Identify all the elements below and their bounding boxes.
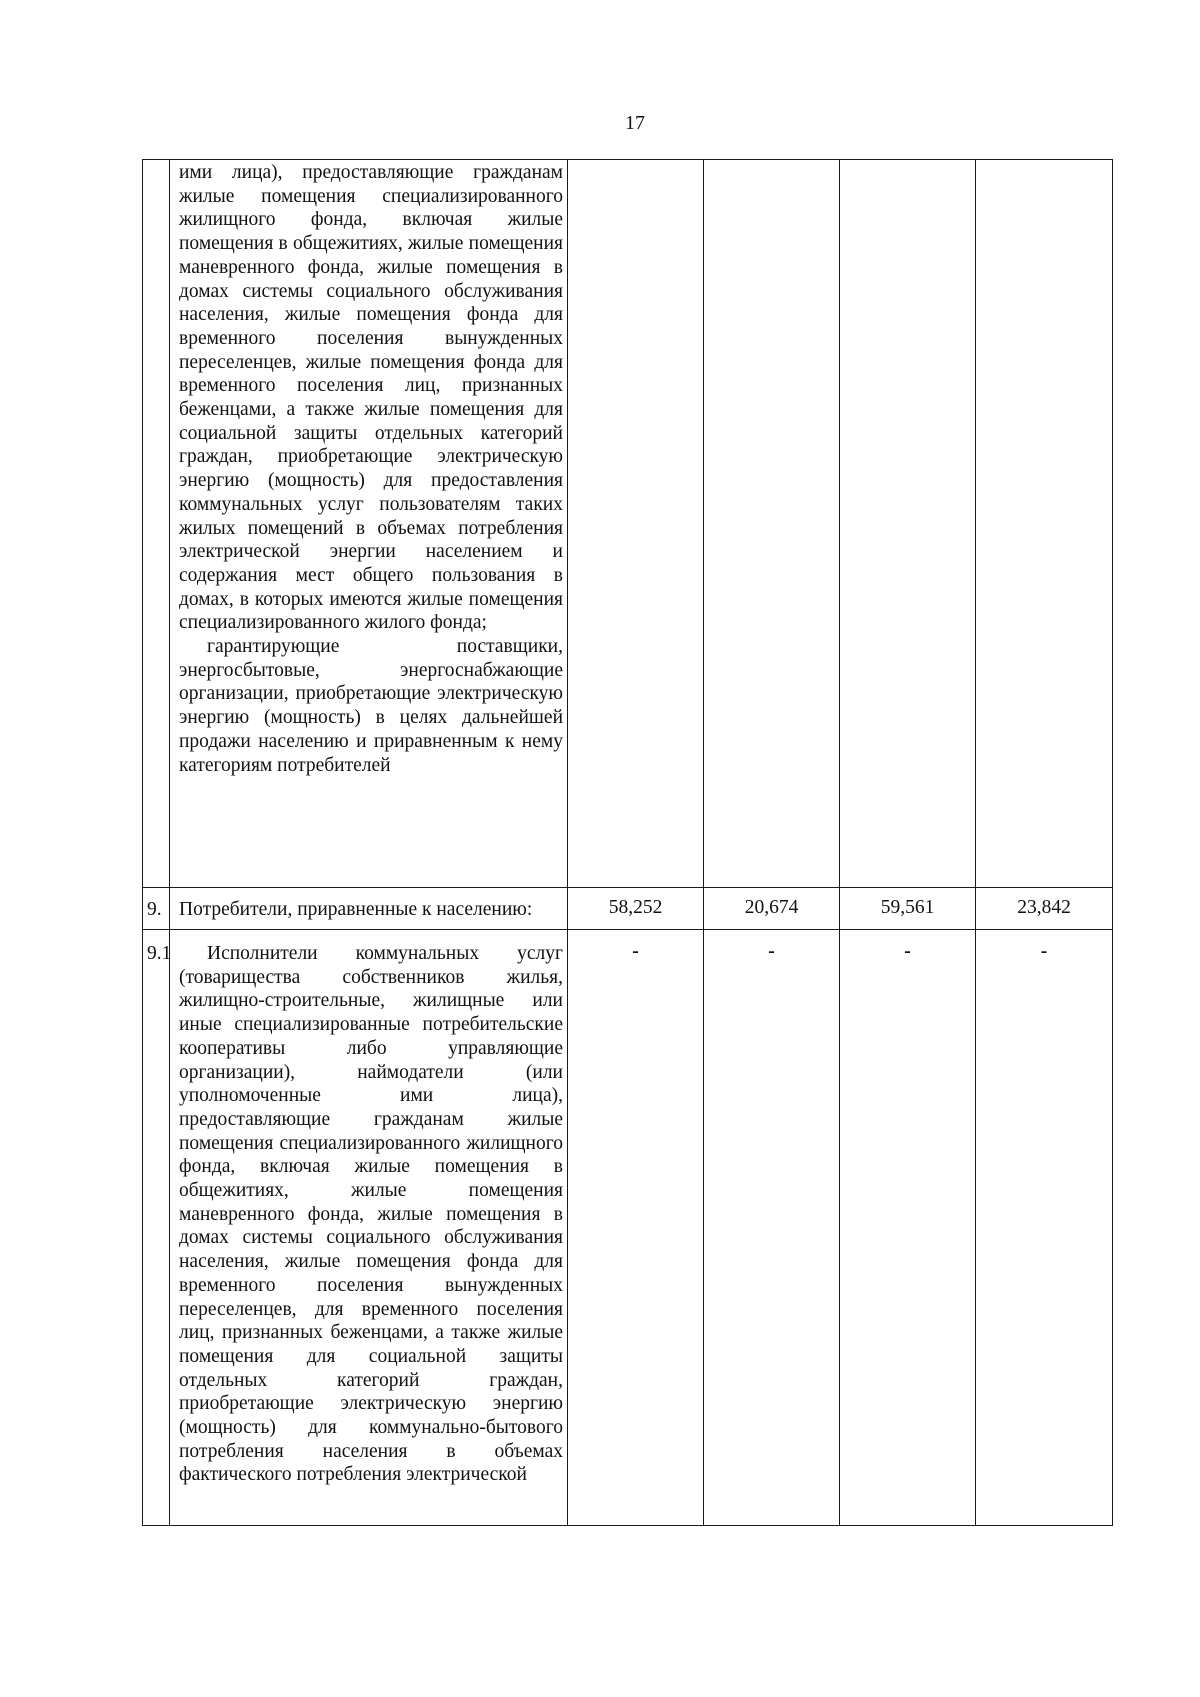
value-cell <box>568 160 704 888</box>
description-paragraph: ими лица), предоставляющие гражданам жилые помещения специализированного жилищного фонда, включая жилые помещения в общежитиях, жилые помещения маневренного фонда, жилые помещения в домах системы социального обслуживания населения, жилые помещения фонда для временного поселения вынужденных переселенцев, жилые помещения фонда для временного поселения лиц, признанных беженцами, а также жилые помещения для социальной защиты отдельных категорий граждан, приобретающие электрическую энергию (мощность) для предоставления коммунальных услуг пользователям таких жилых помещений в объемах потребления электрической энергии населением и содержания мест общего пользования в домах, в которых имеются жилые помещения специализированного жилого фонда; <box>179 162 563 634</box>
value-cell <box>704 160 840 888</box>
category-label-cell: Потребители, приравненные к населению: <box>170 888 568 930</box>
value-cell: 20,674 <box>704 888 840 930</box>
value-cell: 58,252 <box>568 888 704 930</box>
tariff-table <box>142 159 1113 1526</box>
value-cell: 59,561 <box>840 888 976 930</box>
row-number-cell: 9.1 <box>143 930 170 1526</box>
value-cell: - <box>568 930 704 1526</box>
description-paragraph: Исполнители коммунальных услуг (товарищества собственников жилья, жилищно-строительные, жилищные или иные специализированные потребительские кооперативы либо управляющие организации), наймодатели (или уполномоченные ими лица), предоставляющие гражданам жилые помещения специализированного жилищного фонда, включая жилые помещения в общежитиях, жилые помещения маневренного фонда, жилые помещения в домах системы социального обслуживания населения, жилые помещения фонда для временного поселения вынужденных переселенцев, для временного поселения лиц, признанных беженцами, а также жилые помещения для социальной защиты отдельных категорий граждан, приобретающие электрическую энергию (мощность) для коммунально-бытового потребления населения в объемах фактического потребления электрической <box>179 943 563 1486</box>
value-cell <box>976 160 1113 888</box>
value-cell <box>840 160 976 888</box>
description-cell <box>170 930 568 1526</box>
row-number-cell <box>143 160 170 888</box>
table-row <box>143 160 1113 888</box>
row-number-cell: 9. <box>143 888 170 930</box>
value-cell: 23,842 <box>976 888 1113 930</box>
value-cell: - <box>976 930 1113 1526</box>
table-row <box>143 888 1113 930</box>
value-cell: - <box>840 930 976 1526</box>
value-cell: - <box>704 930 840 1526</box>
page-number: 17 <box>625 112 645 134</box>
description-cell <box>170 160 568 888</box>
table-row <box>143 930 1113 1526</box>
description-paragraph: гарантирующие поставщики, энергосбытовые, энергоснабжающие организации, приобретающие электрическую энергию (мощность) в целях дальнейшей продажи населению и приравненным к нему категориям потребителей <box>179 636 563 776</box>
